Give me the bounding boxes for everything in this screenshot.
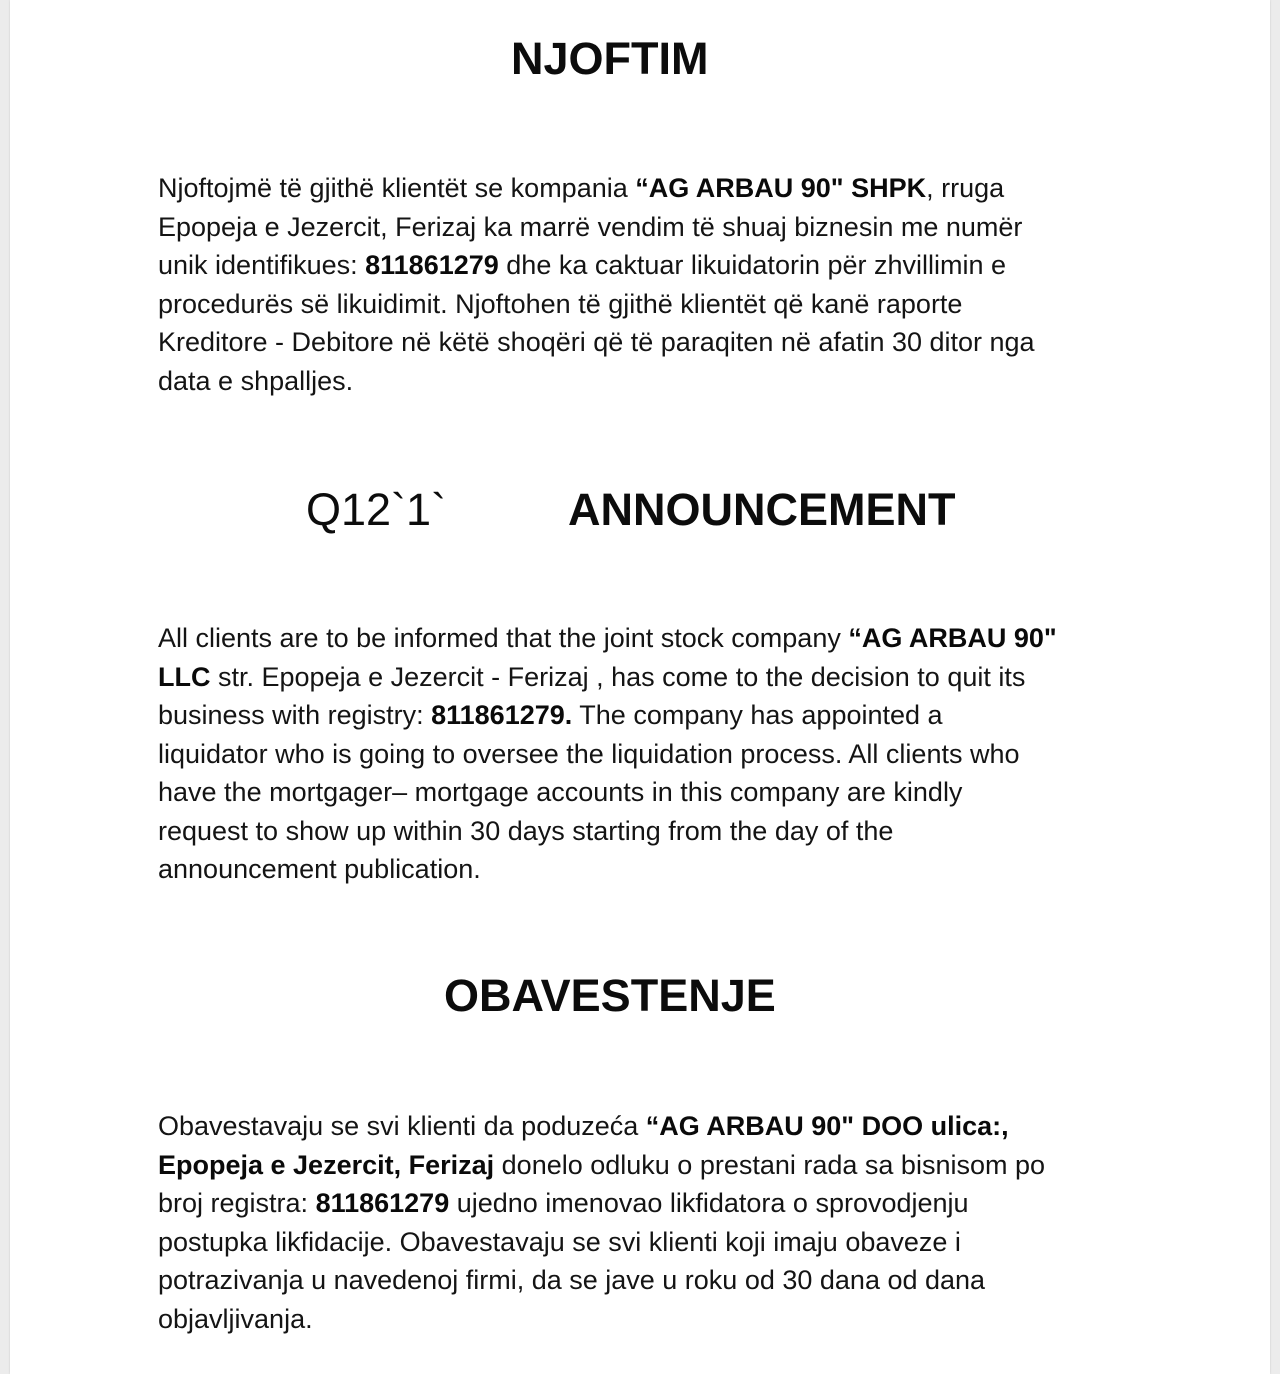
text-line: Kreditore - Debitore në këtë shoqëri që të paraqiten në afatin 30 ditor nga — [158, 327, 1035, 357]
document-page — [10, 0, 1270, 1374]
text-line: postupka likfidacije. Obavestavaju se svi klienti koji imaju obaveze i — [158, 1226, 961, 1257]
text-line: Epopeja e Jezercit, Ferizaj ka marrë vendim të shuaj biznesin me numër — [158, 211, 1023, 242]
text-line: data e shpalljes. — [158, 365, 354, 396]
text-line: procedurës së likuidimit. Njoftohen të gjithë klientët që kanë raporte — [158, 288, 963, 319]
heading-obavestenje: OBAVESTENJE — [444, 970, 776, 1021]
heading-announcement: ANNOUNCEMENT — [568, 484, 956, 535]
text-line: unik identifikues: 811861279 dhe ka caktuar likuidatorin për zhvillimin e — [158, 250, 1007, 280]
text-line: broj registra: 811861279 ujedno imenovao likfidatora o sprovodjenju — [158, 1188, 969, 1218]
text-line: have the mortgager– mortgage accounts in this company are kindly — [158, 777, 963, 807]
text-line: announcement publication. — [158, 854, 481, 884]
text-line: potrazivanja u navedenoj firmi, da se jave u roku od 30 dana od dana — [158, 1265, 986, 1295]
text-line: liquidator who is going to oversee the liquidation process. All clients who — [158, 738, 1020, 769]
text-line: Njoftojmë të gjithë klientët se kompania “AG ARBAU 90" SHPK, rruga — [158, 173, 1005, 203]
text-line: business with registry: 811861279. The company has appointed a — [158, 700, 943, 730]
text-line: request to show up within 30 days starting from the day of the — [158, 815, 894, 846]
paragraph-english — [158, 619, 1118, 889]
heading-njoftim: NJOFTIM — [511, 33, 709, 84]
text-line: objavljivanja. — [158, 1303, 313, 1334]
text-line: All clients are to be informed that the joint stock company “AG ARBAU 90" — [158, 623, 1057, 653]
paragraph-albanian — [158, 169, 1118, 400]
text-line: Epopeja e Jezercit, Ferizaj donelo odluku o prestani rada sa bisnisom po — [158, 1149, 1046, 1180]
stray-text: Q12`1` — [306, 484, 447, 535]
paragraph-serbian — [158, 1107, 1118, 1338]
text-line: LLC str. Epopeja e Jezercit - Ferizaj , has come to the decision to quit its — [158, 661, 1026, 692]
text-line: Obavestavaju se svi klienti da poduzeća “AG ARBAU 90" DOO ulica:, — [158, 1111, 1009, 1141]
